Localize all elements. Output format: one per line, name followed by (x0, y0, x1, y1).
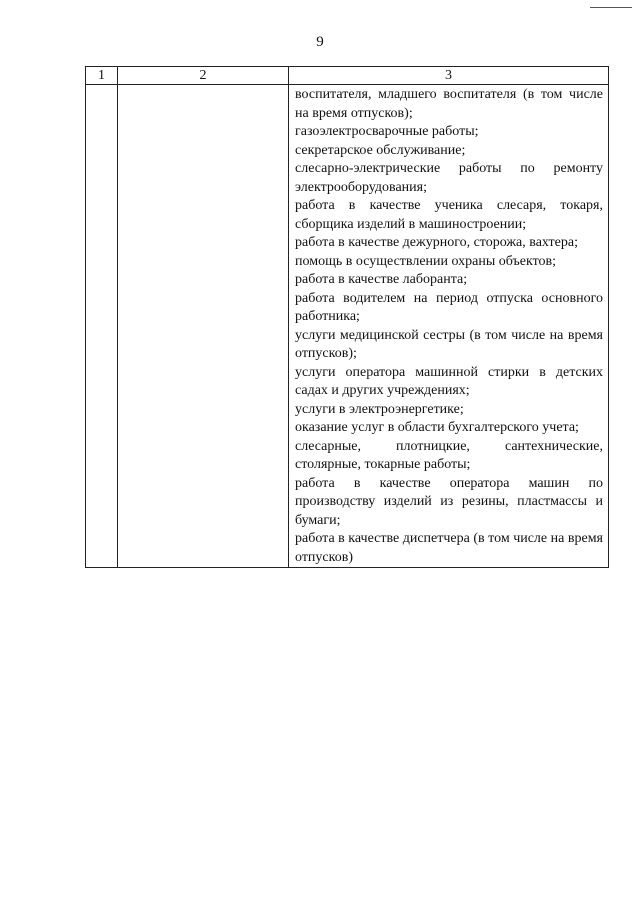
list-item: работа в качестве дежурного, сторожа, вахтера; (295, 235, 578, 250)
list-item: слесарные, плотницкие, сантехнические, столярные, токарные работы; (295, 438, 603, 472)
list-item: услуги оператора машинной стирки в детских садах и других учреждениях; (295, 364, 603, 398)
column-header-2: 2 (118, 67, 289, 85)
service-list (289, 85, 608, 567)
list-item: работа в качестве оператора машин по производству изделий из резины, пластмассы и бумаги; (295, 475, 603, 528)
list-item: слесарно-электрические работы по ремонту электрооборудования; (295, 161, 603, 195)
page-number: 9 (316, 34, 324, 50)
table-header-row (86, 67, 609, 85)
list-item: услуги в электроэнергетике; (295, 401, 464, 417)
list-item: помощь в осуществлении охраны объектов; (295, 253, 557, 269)
list-item: работа водителем на период отпуска основного работника; (295, 290, 603, 324)
list-item: воспитателя, младшего воспитателя (в том числе на время отпусков); (295, 87, 603, 121)
list-item: оказание услуг в области бухгалтерского учета; (295, 420, 579, 435)
table-row (86, 85, 609, 568)
list-item: работа в качестве диспетчера (в том числе на время отпусков) (295, 531, 603, 565)
list-item: газоэлектросварочные работы; (295, 124, 479, 139)
list-item: работа в качестве лаборанта; (295, 272, 468, 287)
services-table (85, 66, 609, 568)
list-item: услуги медицинской сестры (в том числе на время отпусков); (295, 327, 603, 361)
column-header-1: 1 (86, 67, 118, 85)
list-item: работа в качестве ученика слесаря, токаря, сборщика изделий в машиностроении; (295, 198, 603, 232)
list-item: секретарское обслуживание; (295, 142, 466, 158)
column-header-3: 3 (289, 67, 609, 85)
table-cell-col3 (289, 85, 609, 568)
table-cell-col1 (86, 85, 118, 568)
table-cell-col2 (118, 85, 289, 568)
corner-rule (590, 7, 632, 8)
